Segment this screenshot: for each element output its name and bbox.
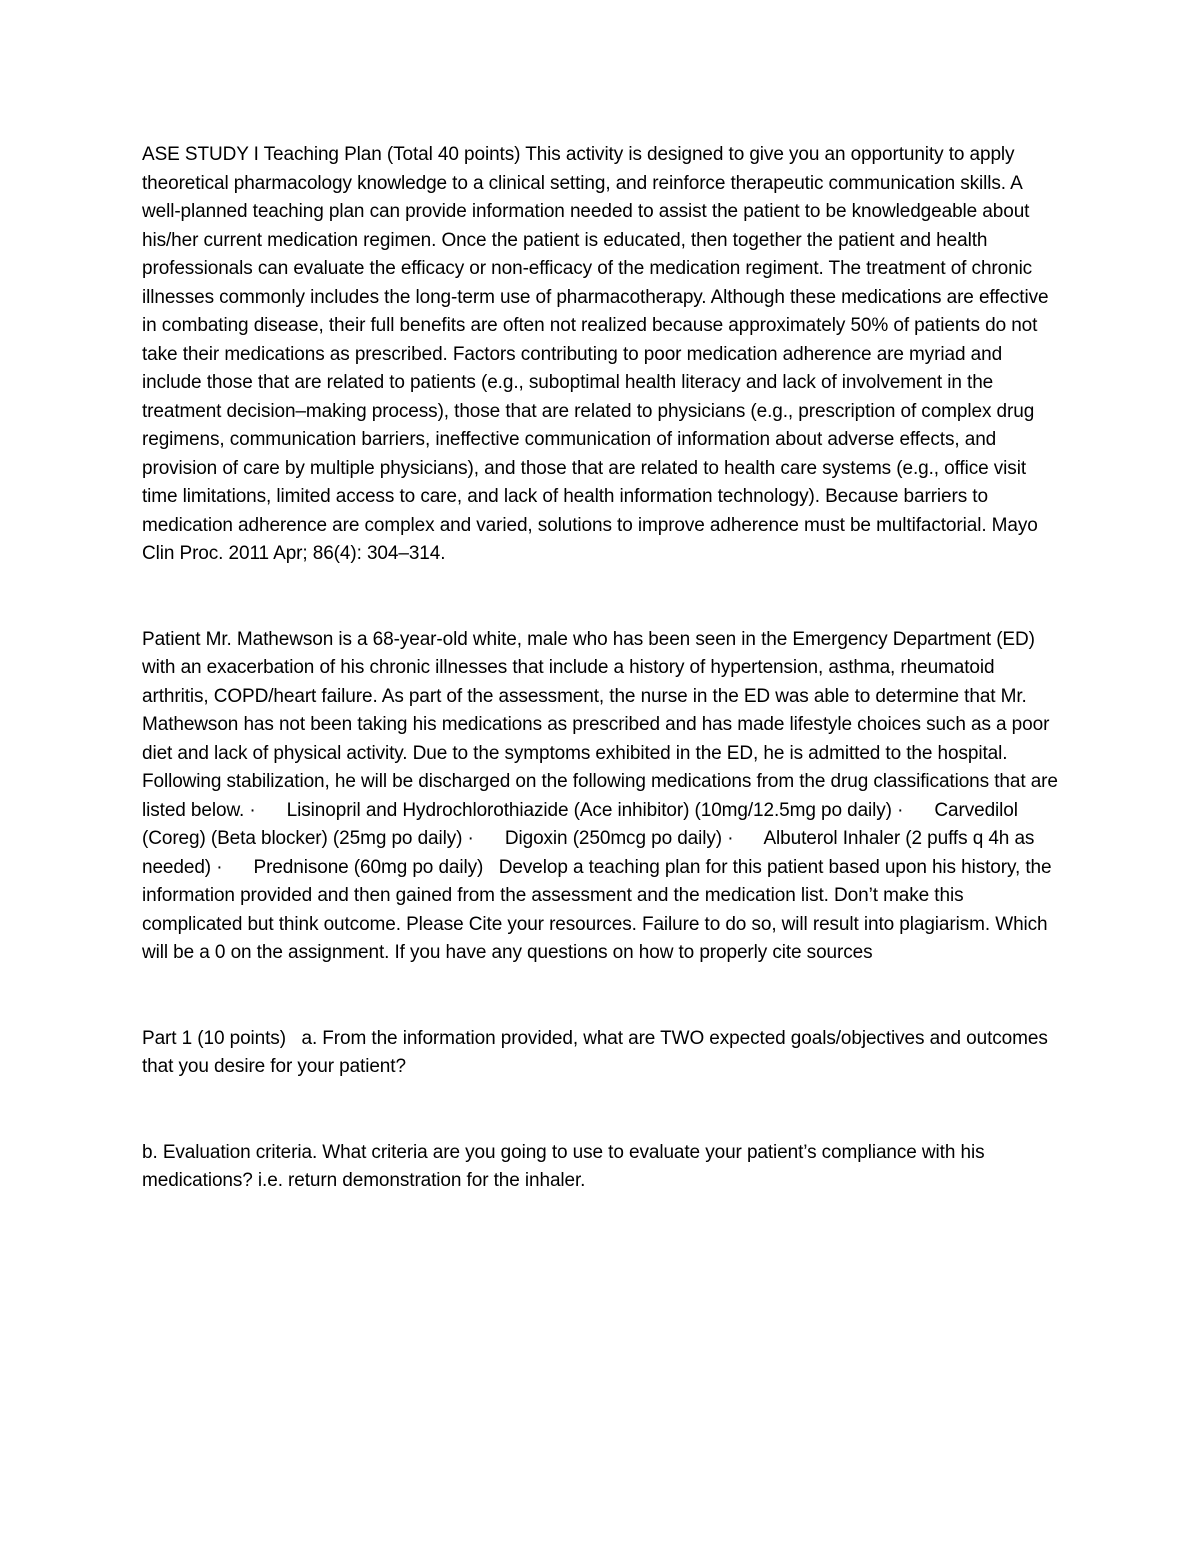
intro-paragraph: ASE STUDY I Teaching Plan (Total 40 points) This activity is designed to give you an opportunity to apply theoretical pharmacology knowledge to a clinical setting, and reinforce therapeutic communication skills. A well-planned teaching plan can provide information needed to assist the patient to be knowledgeable about his/her current medication regimen. Once the patient is educated, then together the patient and health professionals can evaluate the efficacy or non-efficacy of the medication regiment. The treatment of chronic illnesses commonly includes the long-term use of pharmacotherapy. Although these medications are effective in combating disease, their full benefits are often not realized because approximately 50% of patients do not take their medications as prescribed. Factors contributing to poor medication adherence are myriad and include those that are related to patients (e.g., suboptimal health literacy and lack of involvement in the treatment decision–making process), those that are related to physicians (e.g., prescription of complex drug regimens, communication barriers, ineffective communication of information about adverse effects, and provision of care by multiple physicians), and those that are related to health care systems (e.g., office visit time limitations, limited access to care, and lack of health information technology). Because barriers to medication adherence are complex and varied, solutions to improve adherence must be multifactorial. Mayo Clin Proc. 2011 Apr; 86(4): 304–314.	[142, 144, 1054, 564]
part1-question-b: b. Evaluation criteria. What criteria are you going to use to evaluate your patient’s compliance with his medications? i.e. return demonstration for the inhaler.	[142, 1141, 990, 1191]
paragraph-spacer	[142, 569, 1062, 626]
document-page	[142, 141, 1062, 1196]
paragraph-spacer	[142, 968, 1062, 1025]
part1-question-a: Part 1 (10 points) a. From the information provided, what are TWO expected goals/objectives and outcomes that you desire for your patient?	[142, 1027, 1053, 1077]
paragraph-spacer	[142, 1082, 1062, 1139]
patient-case-paragraph: Patient Mr. Mathewson is a 68-year-old white, male who has been seen in the Emergency Department (ED) with an exacerbation of his chronic illnesses that include a history of hypertension, asthma, rheumatoid arthritis, COPD/heart failure. As part of the assessment, the nurse in the ED was able to determine that Mr. Mathewson has not been taking his medications as prescribed and has made lifestyle choices such as a poor diet and lack of physical activity. Due to the symptoms exhibited in the ED, he is admitted to the hospital. Following stabilization, he will be discharged on the following medications from the drug classifications that are listed below. · Lisinopril and Hydrochlorothiazide (Ace inhibitor) (10mg/12.5mg po daily) · Carvedilol (Coreg) (Beta blocker) (25mg po daily) · Digoxin (250mcg po daily) · Albuterol Inhaler (2 puffs q 4h as needed) · Prednisone (60mg po daily) Develop a teaching plan for this patient based upon his history, the information provided and then gained from the assessment and the medication list. Don’t make this complicated but think outcome. Please Cite your resources. Failure to do so, will result into plagiarism. Which will be a 0 on the assignment. If you have any questions on how to properly cite sources	[142, 628, 1064, 963]
